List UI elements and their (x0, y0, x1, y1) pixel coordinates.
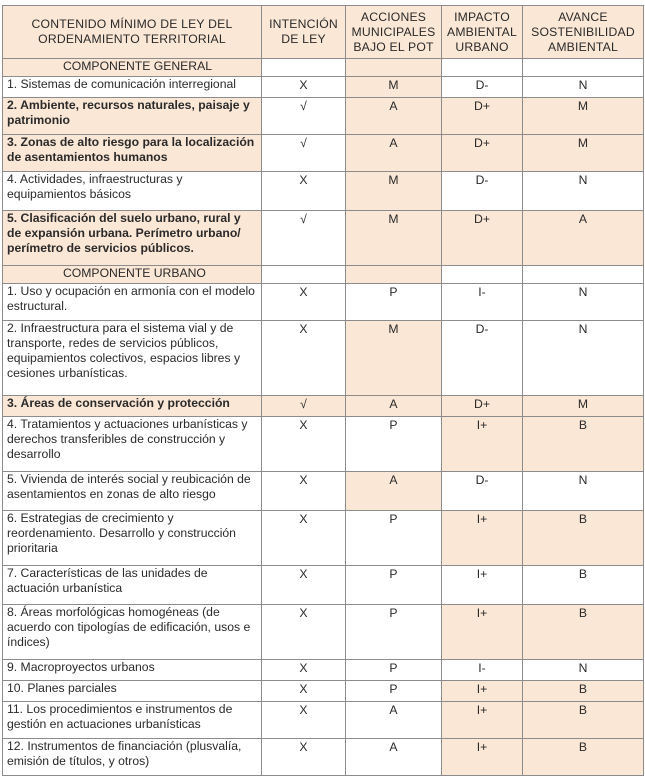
cell-avance: N (523, 472, 644, 511)
general-body (3, 77, 644, 266)
cell-intencion: √ (262, 211, 346, 266)
cell-avance: M (523, 98, 644, 135)
cell-contenido: 1. Sistemas de comunicación interregional (3, 77, 262, 98)
cell-contenido: 2. Ambiente, recursos naturales, paisaje y patrimonio (3, 98, 262, 135)
cell-acciones: A (346, 472, 442, 511)
cell-impacto: I+ (442, 417, 523, 472)
cell-intencion: X (262, 511, 346, 566)
cell-acciones: P (346, 566, 442, 605)
cell-impacto: I- (442, 660, 523, 681)
table-row (3, 98, 644, 135)
cell-avance: M (523, 135, 644, 172)
cell-intencion: X (262, 605, 346, 660)
cell-contenido: 12. Instrumentos de financiación (plusvalía, emisión de títulos, y otros) (3, 739, 262, 776)
cell-contenido: 4. Actividades, infraestructuras y equipamientos básicos (3, 172, 262, 211)
cell-acciones: P (346, 511, 442, 566)
cell-intencion: X (262, 566, 346, 605)
table-row (3, 566, 644, 605)
cell-avance: B (523, 702, 644, 739)
cell-acciones: P (346, 284, 442, 321)
cell-avance: B (523, 417, 644, 472)
cell-avance: N (523, 321, 644, 396)
section-row-general (3, 59, 644, 77)
cell-impacto: I+ (442, 681, 523, 702)
table-row (3, 660, 644, 681)
header-acciones: ACCIONES MUNICIPALES BAJO EL POT (346, 6, 442, 59)
cell-impacto: D+ (442, 98, 523, 135)
cell-impacto: D- (442, 77, 523, 98)
section-urbano-label: COMPONENTE URBANO (3, 266, 262, 284)
table-row (3, 396, 644, 417)
table-row (3, 77, 644, 98)
table-row (3, 417, 644, 472)
cell-contenido: 8. Áreas morfológicas homogéneas (de acuerdo con tipologías de edificación, usos e índices) (3, 605, 262, 660)
table-row (3, 172, 644, 211)
cell-acciones: A (346, 739, 442, 776)
cell-avance: B (523, 605, 644, 660)
cell-acciones: A (346, 702, 442, 739)
cell-acciones: A (346, 396, 442, 417)
cell-contenido: 4. Tratamientos y actuaciones urbanísticas y derechos transferibles de construcción y desarrollo (3, 417, 262, 472)
header-intencion: INTENCIÓN DE LEY (262, 6, 346, 59)
cell-intencion: X (262, 284, 346, 321)
cell-impacto: I+ (442, 511, 523, 566)
cell-acciones: P (346, 660, 442, 681)
cell-intencion: X (262, 321, 346, 396)
cell-acciones: M (346, 172, 442, 211)
cell-impacto: D+ (442, 396, 523, 417)
cell-intencion: X (262, 77, 346, 98)
cell-acciones: P (346, 417, 442, 472)
section-general-empty (523, 59, 644, 77)
cell-contenido: 6. Estrategias de crecimiento y reordenamiento. Desarrollo y construcción prioritaria (3, 511, 262, 566)
cell-acciones: A (346, 98, 442, 135)
cell-intencion: X (262, 660, 346, 681)
cell-avance: B (523, 681, 644, 702)
header-impacto: IMPACTO AMBIENTAL URBANO (442, 6, 523, 59)
table-row (3, 681, 644, 702)
table-row (3, 135, 644, 172)
cell-contenido: 5. Vivienda de interés social y reubicación de asentamientos en zonas de alto riesgo (3, 472, 262, 511)
cell-impacto: D+ (442, 135, 523, 172)
cell-impacto: I+ (442, 605, 523, 660)
cell-intencion: X (262, 172, 346, 211)
cell-acciones: M (346, 321, 442, 396)
section-general-empty (442, 59, 523, 77)
cell-impacto: D+ (442, 211, 523, 266)
cell-avance: B (523, 739, 644, 776)
urbano-body (3, 284, 644, 776)
cell-impacto: D- (442, 172, 523, 211)
cell-impacto: I- (442, 284, 523, 321)
cell-intencion: X (262, 417, 346, 472)
cell-avance: B (523, 566, 644, 605)
cell-contenido: 5. Clasificación del suelo urbano, rural y de expansión urbana. Perímetro urbano/ perímetro de servicios públicos. (3, 211, 262, 266)
header-contenido: CONTENIDO MÍNIMO DE LEY DEL ORDENAMIENTO TERRITORIAL (3, 6, 262, 59)
cell-contenido: 2. Infraestructura para el sistema vial y de transporte, redes de servicios públicos, equipamientos colectivos, espacios libres y cesiones urbanísticas. (3, 321, 262, 396)
cell-acciones: P (346, 681, 442, 702)
cell-intencion: X (262, 739, 346, 776)
header-avance: AVANCE SOSTENIBILIDAD AMBIENTAL (523, 6, 644, 59)
cell-impacto: I+ (442, 566, 523, 605)
table-row (3, 472, 644, 511)
section-urbano-empty (442, 266, 523, 284)
cell-avance: M (523, 396, 644, 417)
cell-avance: N (523, 660, 644, 681)
cell-contenido: 10. Planes parciales (3, 681, 262, 702)
section-row-urbano (3, 266, 644, 284)
table-row (3, 321, 644, 396)
section-urbano-empty (262, 266, 346, 284)
cell-avance: N (523, 284, 644, 321)
table-row (3, 511, 644, 566)
cell-impacto: D- (442, 472, 523, 511)
cell-avance: B (523, 511, 644, 566)
pot-table (2, 5, 644, 776)
section-urbano-empty (523, 266, 644, 284)
table-row (3, 211, 644, 266)
cell-contenido: 7. Características de las unidades de actuación urbanística (3, 566, 262, 605)
cell-contenido: 3. Áreas de conservación y protección (3, 396, 262, 417)
section-general-label: COMPONENTE GENERAL (3, 59, 262, 77)
cell-acciones: P (346, 605, 442, 660)
cell-intencion: √ (262, 396, 346, 417)
cell-contenido: 11. Los procedimientos e instrumentos de gestión en actuaciones urbanísticas (3, 702, 262, 739)
table-row (3, 284, 644, 321)
section-general-empty (262, 59, 346, 77)
cell-impacto: D- (442, 321, 523, 396)
cell-contenido: 1. Uso y ocupación en armonía con el modelo estructural. (3, 284, 262, 321)
cell-acciones: M (346, 77, 442, 98)
cell-avance: N (523, 172, 644, 211)
cell-contenido: 9. Macroproyectos urbanos (3, 660, 262, 681)
cell-impacto: I+ (442, 739, 523, 776)
cell-intencion: X (262, 681, 346, 702)
table-container (2, 0, 643, 776)
header-row (3, 6, 644, 59)
section-urbano-empty (346, 266, 442, 284)
table-row (3, 605, 644, 660)
cell-contenido: 3. Zonas de alto riesgo para la localización de asentamientos humanos (3, 135, 262, 172)
cell-intencion: √ (262, 135, 346, 172)
cell-intencion: X (262, 702, 346, 739)
table-row (3, 702, 644, 739)
cell-intencion: X (262, 472, 346, 511)
cell-acciones: M (346, 211, 442, 266)
cell-avance: A (523, 211, 644, 266)
section-general-empty (346, 59, 442, 77)
cell-acciones: A (346, 135, 442, 172)
cell-impacto: I+ (442, 702, 523, 739)
table-row (3, 739, 644, 776)
cell-avance: N (523, 77, 644, 98)
cell-intencion: √ (262, 98, 346, 135)
